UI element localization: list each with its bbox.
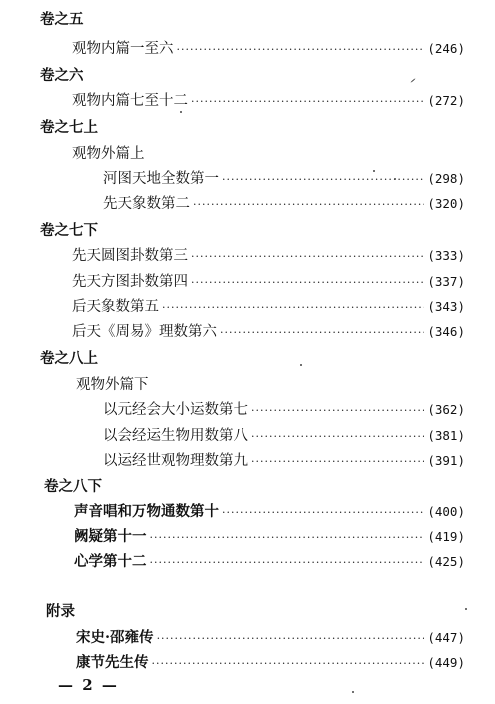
scan-speck — [352, 691, 354, 693]
toc-entry: 心学第十二 ····· (425) — [74, 552, 465, 572]
volume-heading: 卷之八上 — [40, 350, 98, 367]
leader-dots — [162, 298, 424, 318]
scan-speck — [394, 178, 396, 180]
toc-entry: 声音唱和万物通数第十 ····· (400) — [74, 502, 465, 522]
volume-heading: 卷之五 — [40, 11, 84, 28]
volume-heading: 卷之六 — [40, 67, 84, 84]
section-heading: 观物外篇上 — [72, 146, 145, 162]
toc-entry: 康节先生传 ····· (449) — [76, 653, 465, 673]
toc-entry: 后天《周易》理数第六 ····· (346) — [72, 322, 465, 342]
leader-dots — [157, 629, 425, 649]
leader-dots — [251, 401, 424, 421]
leader-dots — [150, 553, 425, 573]
toc-entry: 阙疑第十一 ····· (419) — [74, 527, 465, 547]
page-number: — 2 — — [58, 676, 119, 694]
volume-heading: 卷之八下 — [44, 478, 102, 495]
leader-dots — [191, 247, 424, 267]
scan-speck — [410, 78, 415, 83]
toc-entry: 以元经会大小运数第七 ····· (362) — [103, 400, 465, 420]
scan-speck — [180, 111, 182, 113]
leader-dots — [220, 323, 424, 343]
toc-entry: 先天方图卦数第四 ····· (337) — [72, 272, 465, 292]
leader-dots — [152, 654, 425, 674]
leader-dots — [150, 528, 425, 548]
toc-entry: 观物内篇七至十二 ····· (272) — [72, 91, 465, 111]
leader-dots — [222, 170, 424, 190]
scan-speck — [465, 608, 467, 610]
section-heading: 观物外篇下 — [76, 377, 149, 393]
toc-entry: 河图天地全数第一 ····· (298) — [103, 169, 465, 189]
toc-entry: 宋史·邵雍传 ····· (447) — [76, 628, 465, 648]
toc-entry: 先天象数第二 ····· (320) — [103, 194, 465, 214]
scan-speck — [300, 364, 302, 366]
toc-entry: 观物内篇一至六 ····· (246) — [72, 39, 465, 59]
leader-dots — [251, 427, 424, 447]
leader-dots — [193, 195, 424, 215]
leader-dots — [191, 273, 424, 293]
volume-heading: 卷之七上 — [40, 119, 98, 136]
toc-entry: 后天象数第五 ····· (343) — [72, 297, 465, 317]
leader-dots — [177, 40, 425, 60]
toc-entry: 以运经世观物理数第九 ····· (391) — [103, 451, 465, 471]
toc-entry: 先天圆图卦数第三 ····· (333) — [72, 246, 465, 266]
leader-dots — [222, 503, 424, 523]
leader-dots — [251, 452, 424, 472]
toc-entry: 以会经运生物用数第八 ····· (381) — [103, 426, 465, 446]
scan-speck — [373, 170, 375, 172]
leader-dots — [191, 92, 424, 112]
appendix-heading: 附录 — [46, 603, 75, 620]
volume-heading: 卷之七下 — [40, 222, 98, 239]
